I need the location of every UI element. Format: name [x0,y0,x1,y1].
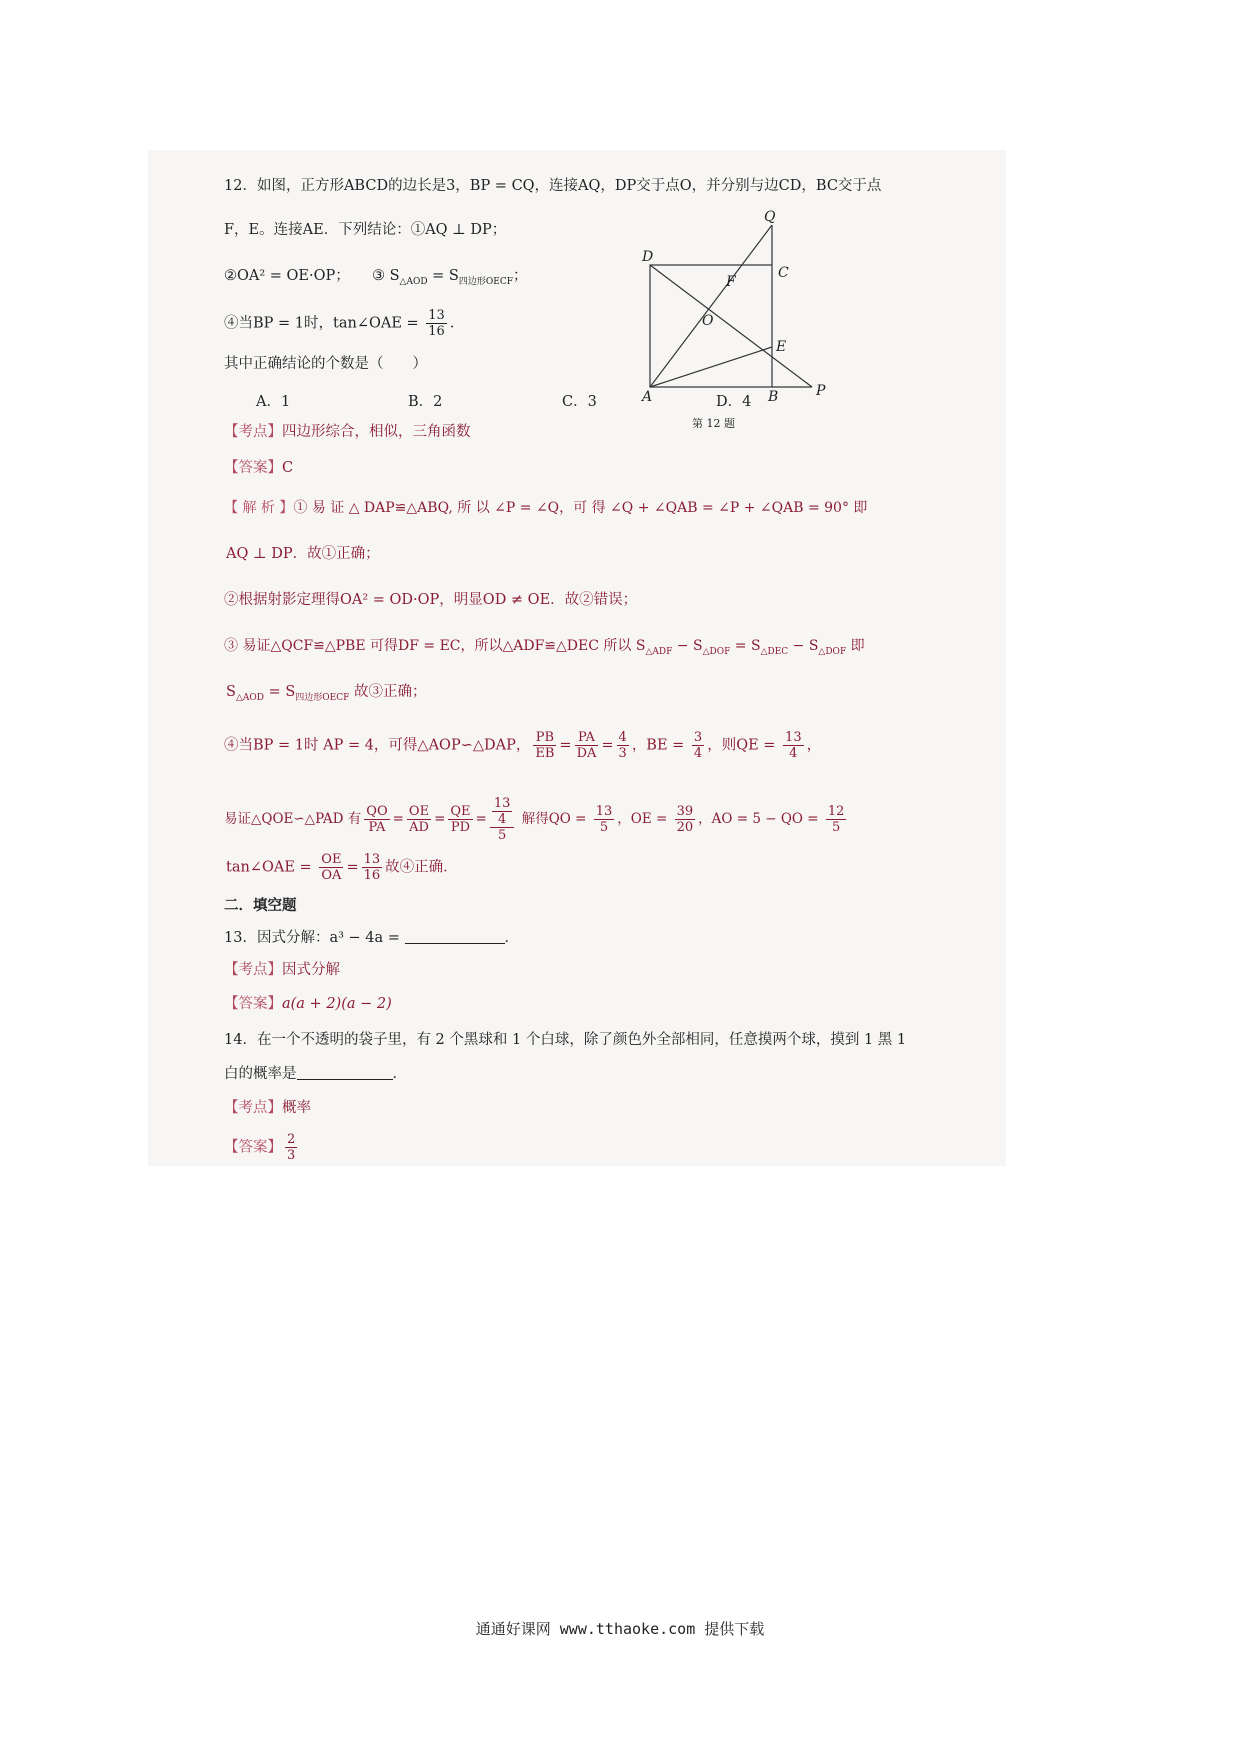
g7-den: 5 [832,820,841,835]
kaodian-12 [224,422,471,442]
q14-line1: 14．在一个不透明的袋子里，有 2 个黑球和 1 个白球，除了颜色外全部相同，任意摸两个球，摸到 1 黑 1 [224,1032,907,1048]
jiexi-line-8: tan∠OAE = $\frac{OE}{OA}$ = $\frac{13}{16}$ 故④正确． [226,852,458,883]
g3-den: PD [450,820,471,835]
l6-mid: ，BE = [631,737,689,754]
c3-text-a: ③ S [372,268,400,284]
label-d: D [642,249,654,265]
c3-text-c: ； [512,268,528,284]
l6-pre: ④当BP = 1时 AP = 4，可得△AOP∽△DAP， [224,737,531,754]
q12-conclusion-4 [224,308,464,339]
l7-c: ，AO = 5 − QO = [698,811,823,827]
frac-13-5 [594,804,615,835]
l4-sub-2: △DOF [702,647,731,657]
c4-post: ． [449,315,465,332]
jiexi-line-4 [224,636,865,662]
l7-pre: 易证△QOE∽△PAD 有 [224,811,362,827]
label-f: F [726,274,736,290]
frac-qo-pa [364,804,389,835]
c3-sub-2: 四边形OECF [458,277,513,287]
l4-sub-3: △DEC [760,647,789,657]
l5-a: S [226,684,236,700]
kaodian-12-tag: 【考点】 [224,424,282,440]
g1-den: PA [368,820,386,835]
frac-13-4-inner [492,796,513,827]
q13-text: 13．因式分解：a³ − 4a = [224,930,405,946]
answer-13 [224,994,392,1014]
line-ae [650,347,772,387]
label-b: B [768,389,779,405]
frac-39-20 [675,804,696,835]
section-heading: 二．填空题 [224,897,297,914]
l8-post: 故④正确． [385,859,458,876]
l4-sub-1: △ADF [645,647,673,657]
answer-14-tag: 【答案】 [224,1139,282,1156]
jiexi-line-2: AQ ⊥ DP．故①正确； [226,546,380,562]
jiexi-line-6: ④当BP = 1时 AP = 4，可得△AOP∽△DAP， $\frac{PB}{EB}$ = $\frac{PA}{DA}$ = $\frac{4}{3}$ ，BE = $\frac{3}{4}$ ，则QE = $\frac{13}{4}$ ， [224,730,822,761]
l4-a: ③ 易证△QCF≌△PBE 可得DF = EC，所以△ADF≌△DEC 所以 S [224,638,646,654]
jiexi-tag: 【 解 析 】 [224,500,294,516]
h2-den: 16 [363,868,381,883]
q14-blank [297,1065,393,1080]
l6-tail: ， [806,737,822,754]
g2-den: AD [409,820,429,835]
kaodian-12-text: 四边形综合，相似，三角函数 [282,424,471,440]
frac-12-5 [826,804,847,835]
g5-den: 5 [599,820,609,835]
f4-num: 3 [693,730,703,745]
jiexi-l1-text: ① 易 证 △ DAP≌△ABQ, 所 以 ∠P = ∠Q，可 得 ∠Q + ∠QAB = ∠P + ∠QAB = 90° 即 [293,500,868,516]
f3-den: 3 [618,746,627,761]
frac-3-4 [692,730,704,761]
answer-13-text: a(a + 2)(a − 2) [282,996,392,1012]
f5-num: 13 [785,730,802,745]
frac-pa-da [575,730,599,761]
frac-qe-pd [448,804,472,835]
l4-d: − S [788,638,819,654]
l4-b: − S [672,638,703,654]
g2-num: OE [408,804,430,819]
answer-12 [224,458,293,478]
c3-sub-1: △AOD [399,277,428,287]
g1-num: QO [366,804,388,819]
h1-num: OE [321,852,342,867]
c4-den: 16 [428,324,445,339]
answer-14-den: 3 [287,1148,296,1163]
l8-pre: tan∠OAE = [226,859,317,876]
l5-sub-2: 四边形OECF [295,693,350,703]
f3-num: 4 [618,730,627,745]
g6-num: 39 [676,804,694,819]
kaodian-14-text: 概率 [282,1100,311,1116]
q14-text: 白的概率是 [224,1066,297,1082]
l7-mid: 解得QO = [517,811,591,827]
h1-den: OA [321,868,342,883]
l4-c: = S [730,638,761,654]
c4-text: ④当BP = 1时，tan∠OAE = [224,315,424,332]
q12-line2: F，E。连接AE．下列结论：①AQ ⊥ DP； [224,222,507,238]
q14-line2 [224,1064,407,1084]
h2-num: 13 [363,852,381,867]
compound-top [490,796,515,828]
frac-oe-ad [407,804,431,835]
frac-compound [490,796,515,843]
jiexi-line-3: ②根据射影定理得OA² = OD·OP，明显OD ≠ OE．故②错误； [224,592,638,608]
c4-num: 13 [428,308,445,323]
frac-4-3 [617,730,629,761]
g6-den: 20 [676,820,694,835]
label-a: A [642,389,653,405]
option-c: C．3 [562,394,597,410]
g5-num: 13 [595,804,613,819]
option-b: B．2 [408,394,443,410]
option-a: A．1 [256,394,291,410]
figure-caption: 第 12 题 [692,417,735,430]
kaodian-13-text: 因式分解 [282,962,340,978]
kaodian-13-tag: 【考点】 [224,962,282,978]
g4-mid: 4 [497,812,507,827]
kaodian-13 [224,960,340,980]
l4-e: 即 [846,638,865,654]
footer-credit: 通通好课网 www.tthaoke.com 提供下载 [475,1620,765,1638]
answer-14 [224,1132,300,1163]
line-aq [650,225,772,387]
f4-den: 4 [693,746,703,761]
c3-text-b: = S [427,268,459,284]
f2-den: DA [576,746,597,761]
answer-13-tag: 【答案】 [224,996,282,1012]
frac-pb-eb [533,730,556,761]
q12-conclusion-3 [372,266,527,292]
kaodian-14 [224,1098,311,1118]
label-q: Q [764,209,776,225]
f1-num: PB [533,730,556,746]
kaodian-14-tag: 【考点】 [224,1100,282,1116]
geometry-figure [630,205,840,435]
l5-b: = S [263,684,296,700]
frac-13-16 [362,852,383,883]
g7-num: 12 [827,804,845,819]
q12-line1: 12．如图，正方形ABCD的边长是3，BP = CQ，连接AQ，DP交于点O，并分别与边CD，BC交于点 [224,178,882,194]
frac-oe-oa [319,852,343,883]
f2-num: PA [575,730,599,746]
answer-14-fraction [285,1132,297,1163]
q12-ask: 其中正确结论的个数是（ ） [224,356,427,372]
l4-sub-4: △DOF [818,647,847,657]
q13-post: ． [504,930,520,946]
q13-blank [405,929,505,944]
jiexi-line-5 [226,682,426,708]
l6-end: ，则QE = [707,737,781,754]
l5-sub-1: △AOD [235,693,264,703]
label-o: O [702,313,714,329]
g4-den: 5 [497,828,507,843]
frac-13-4 [783,730,804,761]
q12-conclusion-2: ②OA² = OE·OP； [224,268,350,284]
c4-fraction [426,308,447,339]
q14-post: ． [392,1066,407,1082]
g3-num: QE [450,804,471,819]
label-e: E [776,339,787,355]
f5-den: 4 [789,746,798,761]
g4-top: 13 [493,796,511,811]
label-c: C [778,265,789,281]
jiexi-line-1 [224,498,867,518]
label-p: P [816,383,826,399]
l7-b: ，OE = [617,811,672,827]
answer-14-num: 2 [287,1132,296,1147]
f1-den: EB [535,746,555,761]
q13 [224,928,519,948]
option-d: D．4 [716,394,752,410]
answer-12-text: C [282,460,294,476]
jiexi-line-7: 易证△QOE∽△PAD 有 $\frac{QO}{PA}$ = $\frac{OE}{AD}$ = $\frac{QE}{PD}$ = $\frac{\frac{13}{4}}{5}$ 解得QO = $\frac{13}{5}$ ，OE = $\frac{39}{20}$ ，AO = 5 − QO = $\frac{12}{5}$ [224,796,845,843]
answer-12-tag: 【答案】 [224,460,282,476]
l5-c: 故③正确； [349,684,427,700]
